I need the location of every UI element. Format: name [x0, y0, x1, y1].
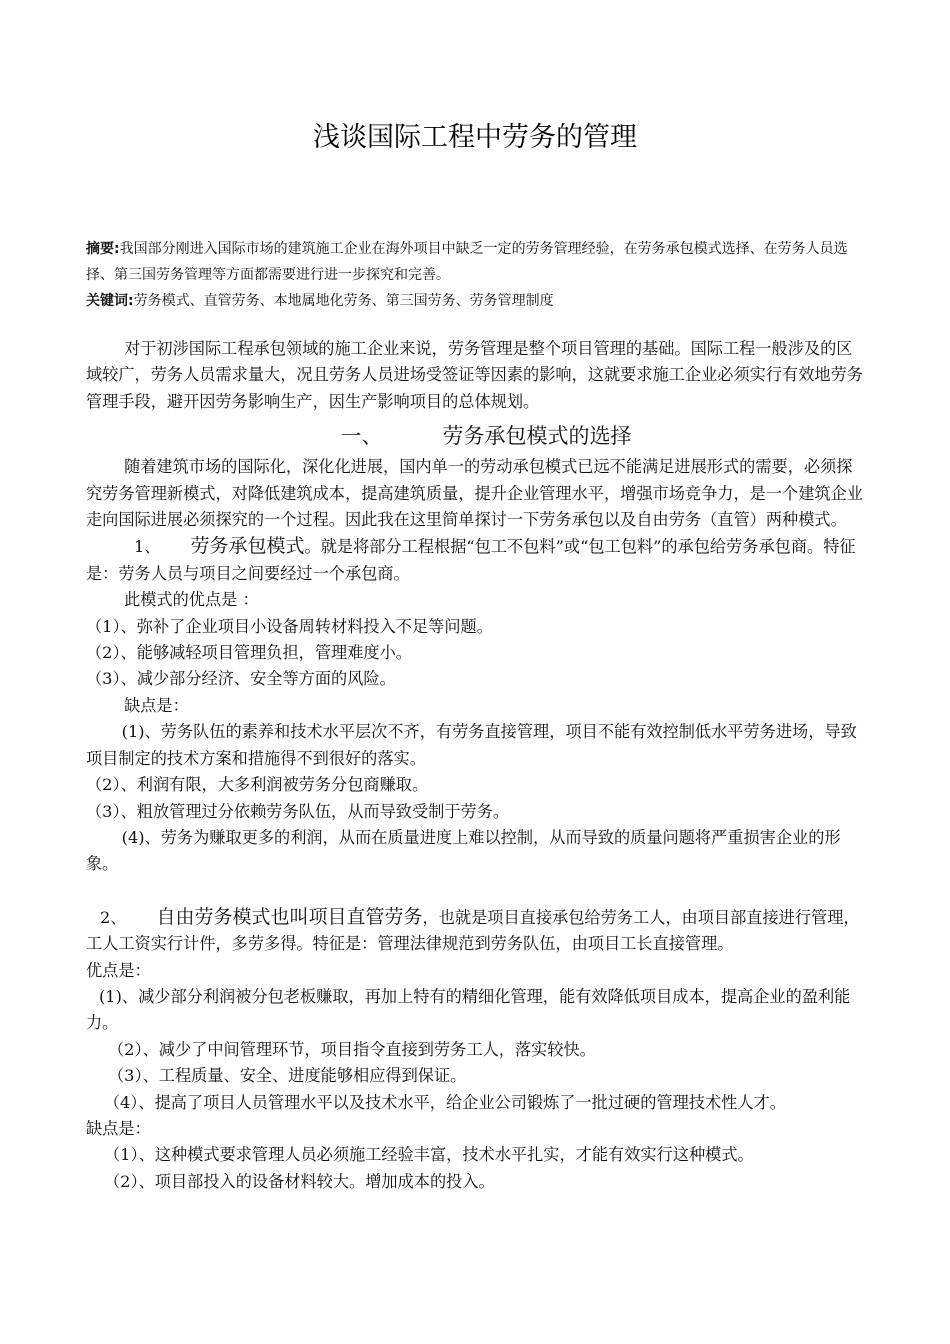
sub2-pros-label: 优点是：: [86, 960, 151, 980]
sub2-con-item: （1）、这种模式要求管理人员必须施工经验丰富，技术水平扎实，才能有效实行这种模式。: [104, 1145, 754, 1165]
sub1-text: 。就是将部分工程根据“包工不包料”或“包工包料”的承包给劳务承包商。特征是：劳务人员与项目之间要经过一个承包商。: [86, 537, 856, 583]
keywords: [86, 288, 866, 314]
sub1-cons-label: 缺点是：: [124, 695, 189, 715]
abstract: [86, 236, 866, 288]
sub1-con-item: （2）、利润有限，大多利润被劳务分包商赚取。: [86, 775, 429, 795]
intro-paragraph: 对于初涉国际工程承包领域的施工企业来说，劳务管理是整个项目管理的基础。国际工程一般涉及的区域较广，劳务人员需求量大，况且劳务人员进场受签证等因素的影响，这就要求施工企业必须实行有效地劳务管理手段，避开因劳务影响生产，因生产影响项目的总体规划。: [86, 339, 863, 411]
sub2-text: ，也就是项目直接承包给劳务工人，由项目部直接进行管理，工人工资实行计件，多劳多得。特征是：管理法律规范到劳务队伍，由项目工长直接管理。: [86, 907, 860, 954]
sub2-number: 2、: [100, 907, 127, 927]
sub2-paragraph: [86, 904, 866, 958]
abstract-text: 我国部分刚进入国际市场的建筑施工企业在海外项目中缺乏一定的劳务管理经验，在劳务承包模式选择、在劳务人员选择、第三国劳务管理等方面都需要进行进一步探究和完善。: [86, 241, 848, 283]
sub2-con-item: （2）、项目部投入的设备材料较大。增加成本的投入。: [104, 1171, 495, 1191]
section-heading-1: [86, 418, 866, 454]
sub1-con-item: (1)、劳务队伍的素养和技术水平层次不齐，有劳务直接管理，项目不能有效控制低水平劳务进场，导致项目制定的技术方案和措施得不到很好的落实。: [86, 722, 857, 768]
sub1-pros-label: 此模式的优点是 ：: [124, 590, 259, 610]
sub1-title: 劳务承包模式: [190, 535, 305, 558]
sub1-pro-item: （2）、能够减轻项目管理负担，管理难度小。: [86, 643, 412, 663]
sub2-pro-item: (1)、减少部分利润被分包老板赚取，再加上特有的精细化管理，能有效降低项目成本，提高企业的盈利能力。: [86, 986, 851, 1033]
sub2-pro-item: （2）、减少了中间管理环节，项目指令直接到劳务工人，落实较快。: [108, 1039, 596, 1059]
sub2-pro-item: （4）、提高了项目人员管理水平以及技术水平，给企业公司锻炼了一批过硬的管理技术性人才。: [103, 1092, 786, 1112]
sub1-con-item: (4)、劳务为赚取更多的利润，从而在质量进度上难以控制，从而导致的质量问题将严重损害企业的形象。: [86, 827, 841, 874]
keywords-text: 劳务模式、直管劳务、本地属地化劳务、第三国劳务、劳务管理制度: [133, 293, 554, 309]
section1-intro-paragraph: 随着建筑市场的国际化，深化化进展，国内单一的劳动承包模式已远不能满足进展形式的需要，必须探究劳务管理新模式，对降低建筑成本，提高建筑质量，提升企业管理水平，增强市场竞争力，是一个建筑企业走向国际进展必须探究的一个过程。因此我在这里简单探讨一下劳务承包以及自由劳务（直管）两种模式。: [86, 457, 863, 530]
document-body: [86, 336, 866, 1195]
section-title: 劳务承包模式的选择: [442, 424, 632, 449]
document-title: 浅谈国际工程中劳务的管理: [313, 122, 637, 153]
sub2-title: 自由劳务模式也叫项目直管劳务: [156, 905, 423, 928]
sub2-pro-item: （3）、工程质量、安全、进度能够相应得到保证。: [108, 1066, 467, 1086]
keywords-label: 关键词:: [86, 293, 134, 309]
abstract-label: 摘要:: [86, 241, 120, 257]
sub1-con-item: （3）、粗放管理过分依赖劳务队伍，从而导致受制于劳务。: [86, 801, 510, 821]
sub1-number: 1、: [134, 537, 161, 557]
spacer: [86, 878, 866, 904]
section-number: 一、: [340, 424, 383, 449]
sub2-cons-label: 缺点是：: [86, 1118, 151, 1138]
sub1-pro-item: （1）、弥补了企业项目小设备周转材料投入不足等问题。: [86, 616, 493, 636]
abstract-block: [86, 236, 866, 314]
sub1-pro-item: （3）、减少部分经济、安全等方面的风险。: [86, 669, 396, 689]
sub1-paragraph: [86, 533, 866, 587]
